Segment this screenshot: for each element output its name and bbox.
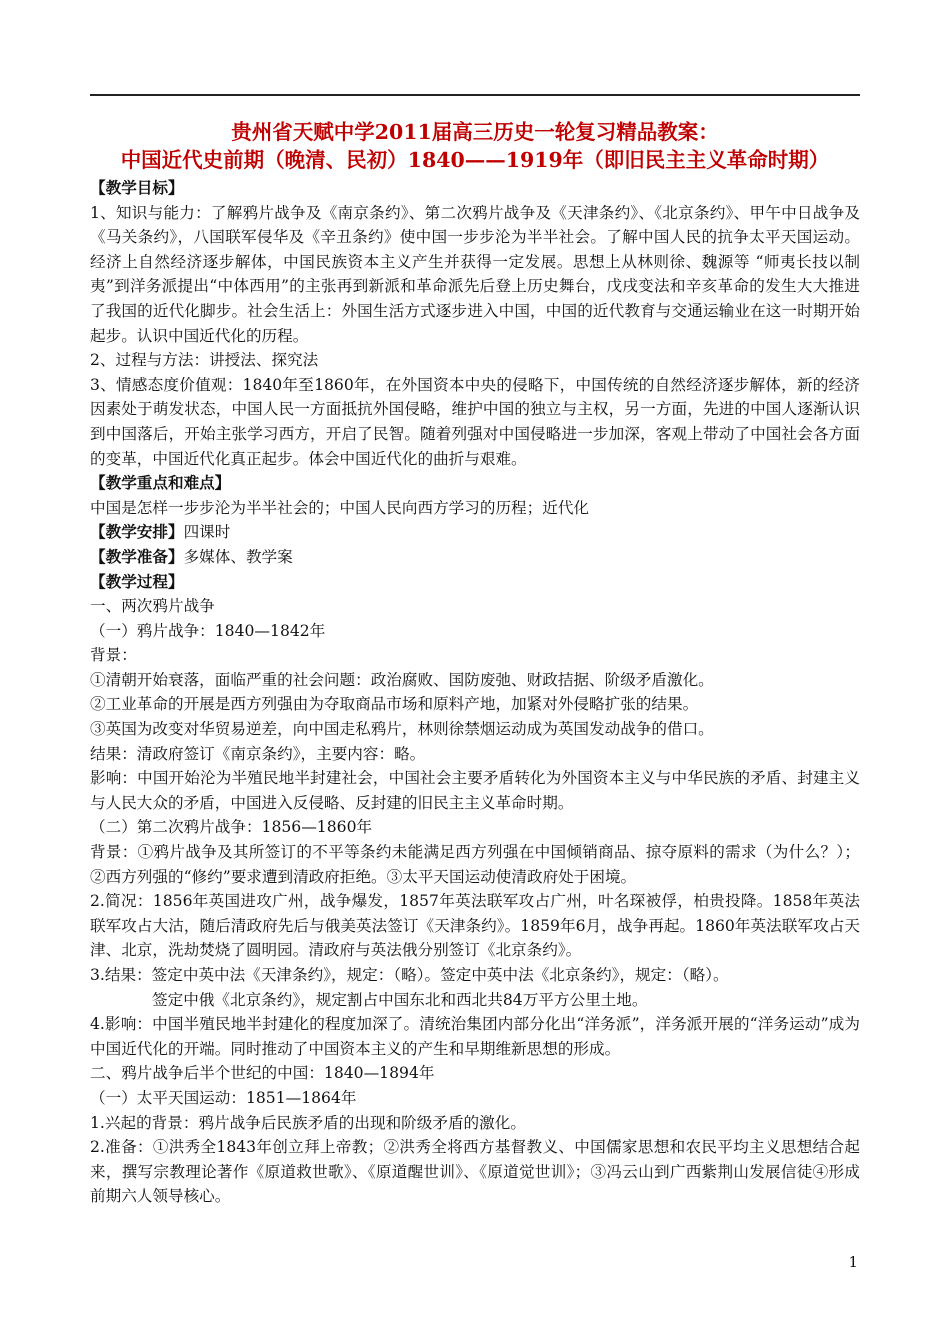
process-paragraph: 2.简况：1856年英国进攻广州，战争爆发，1857年英法联军攻占广州，叶名琛被俘，柏贵投降。1858年英法联军攻占大沽，随后清政府先后与俄美英法签订《天津条约》。1859年6月，战争再起。1860年英法联军攻占天津、北京，洗劫焚烧了圆明园。清政府与英法俄分别签订《北京条约》。 — [90, 892, 860, 960]
process-line: ③英国为改变对华贸易逆差，向中国走私鸦片，林则徐禁烟运动成为英国发动战争的借口。 — [90, 720, 714, 739]
section-heading-preparation: 【教学准备】 — [90, 546, 184, 566]
section-heading-goals: 【教学目标】 — [90, 178, 184, 197]
process-paragraph: 背景：①鸦片战争及其所签订的不平等条约未能满足西方列强在中国倾销商品、掠夺原料的需求（为什么？）；②西方列强的“修约”要求遭到清政府拒绝。③太平天国运动使清政府处于困境。 — [90, 843, 860, 886]
header-rule — [90, 94, 860, 96]
key-points-text: 中国是怎样一步步沦为半半社会的；中国人民向西方学习的历程；近代化 — [90, 498, 590, 517]
process-line: 3.结果：签定中英中法《天津条约》，规定：（略）。签定中英中法《北京条约》，规定：（略）。 — [90, 966, 729, 984]
process-line: 签定中俄《北京条约》，规定割占中国东北和西北共84万平方公里土地。 — [152, 990, 648, 1009]
title-block — [90, 118, 860, 174]
section-heading-process: 【教学过程】 — [90, 571, 184, 591]
document-title: 贵州省天赋中学2011届高三历史一轮复习精品教案： — [231, 120, 719, 144]
process-paragraph: 2.准备：①洪秀全1843年创立拜上帝教；②洪秀全将西方基督教义、中国儒家思想和农民平均主义思想结合起来，撰写宗教理论著作《原道救世歌》、《原道醒世训》、《原道觉世训》；③冯云山到广西紫荆山发展信徒④形成前期六人领导核心。 — [90, 1138, 860, 1206]
process-line: 结果：清政府签订《南京条约》，主要内容：略。 — [90, 744, 426, 763]
section-heading-schedule: 【教学安排】 — [90, 522, 184, 542]
process-line: （一）太平天国运动：1851—1864年 — [90, 1088, 357, 1107]
document-subtitle: 中国近代史前期（晚清、民初）1840——1919年（即旧民主主义革命时期） — [120, 148, 830, 172]
process-line: （二）第二次鸦片战争：1856—1860年 — [90, 818, 373, 837]
goals-paragraph-1: 1、知识与能力：了解鸦片战争及《南京条约》、第二次鸦片战争及《天津条约》、《北京条约》、甲午中日战争及《马关条约》，八国联军侵华及《辛丑条约》使中国一步步沦为半半社会。了解中国人民的抗争太平天国运动。经济上自然经济逐步解体，中国民族资本主义产生并获得一定发展。思想上从林则徐、魏源等 “师夷长技以制夷”到洋务派提出“中体西用”的主张再到新派和革命派先后登上历史舞台，戊戌变法和辛亥革命的发生大大推进了我国的近代化脚步。社会生活上：外国生活方式逐步进入中国，中国的近代教育与交通运输业在这一时期开始起步。认识中国近代化的历程。 — [90, 203, 860, 345]
process-line: 一、两次鸦片战争 — [90, 597, 215, 616]
process-paragraph: 影响：中国开始沦为半殖民地半封建社会，中国社会主要矛盾转化为外国资本主义与中华民族的矛盾、封建主义与人民大众的矛盾，中国进入反侵略、反封建的旧民主主义革命时期。 — [90, 769, 860, 812]
goals-paragraph-3: 3、情感态度价值观：1840年至1860年，在外国资本中央的侵略下，中国传统的自然经济逐步解体，新的经济因素处于萌发状态，中国人民一方面抵抗外国侵略，维护中国的独立与主权，另一方面，先进的中国人逐渐认识到中国落后，开始主张学习西方，开启了民智。随着列强对中国侵略进一步加深，客观上带动了中国社会各方面的变革，中国近代化真正起步。体会中国近代化的曲折与艰难。 — [90, 375, 860, 468]
page-number: 1 — [848, 1253, 858, 1271]
process-line: ②工业革命的开展是西方列强由为夺取商品市场和原料产地，加紧对外侵略扩张的结果。 — [90, 695, 699, 714]
process-line: （一）鸦片战争：1840—1842年 — [90, 621, 326, 640]
preparation-text: 多媒体、教学案 — [183, 547, 293, 566]
process-line: ①清朝开始衰落，面临严重的社会问题：政治腐败、国防废弛、财政拮据、阶级矛盾激化。 — [90, 670, 714, 689]
process-line: 背景： — [90, 646, 137, 665]
section-heading-key-points: 【教学重点和难点】 — [90, 473, 231, 493]
document-body — [90, 176, 860, 1209]
process-line: 二、鸦片战争后半个世纪的中国：1840—1894年 — [90, 1064, 435, 1083]
process-paragraph: 4.影响：中国半殖民地半封建化的程度加深了。清统治集团内部分化出“洋务派”，洋务派开展的“洋务运动”成为中国近代化的开端。同时推动了中国资本主义的产生和早期维新思想的形成。 — [90, 1015, 860, 1058]
schedule-text: 四课时 — [183, 523, 231, 542]
goals-paragraph-2: 2、过程与方法：讲授法、探究法 — [90, 351, 319, 370]
process-line: 1.兴起的背景：鸦片战争后民族矛盾的出现和阶级矛盾的激化。 — [90, 1113, 526, 1132]
schedule-line — [90, 520, 860, 545]
preparation-line — [90, 545, 860, 570]
